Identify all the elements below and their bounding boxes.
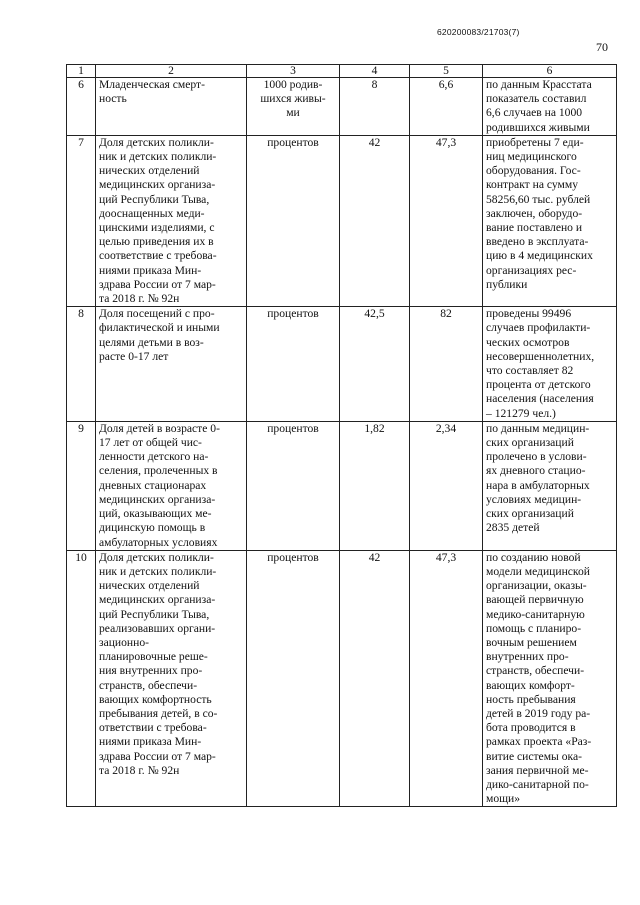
column-header-5: 5 — [410, 65, 483, 78]
indicator-name: Младенческая смерт- ность — [96, 78, 247, 136]
column-header-1: 1 — [67, 65, 96, 78]
unit: процентов — [247, 135, 340, 306]
column-header-3: 3 — [247, 65, 340, 78]
fact-value: 47,3 — [410, 135, 483, 306]
fact-value: 47,3 — [410, 550, 483, 807]
row-number: 7 — [67, 135, 96, 306]
fact-value: 82 — [410, 307, 483, 422]
note: по созданию новой модели медицинской организации, оказы- вающей первичную медико-санитарную помощь с планиро- вочным решением внутренних про- странств, обеспечи- вающих комфорт- ность пребывания детей в 2019 году ра- бота проводится в рамках проекта «Раз- витие системы ока- зания первичной ме- дико-санитарной по- мощи» — [483, 550, 617, 807]
unit: процентов — [247, 550, 340, 807]
table-row — [67, 307, 617, 422]
table-row — [67, 135, 617, 306]
document-code: 620200083/21703(7) — [437, 27, 520, 37]
indicator-name: Доля детских поликли- ник и детских поликли- нических отделений медицинских организа- ций Республики Тыва, дооснащенных меди- цинскими изделиями, с целью приведения их в соответствие с требова- ниями приказа Мин- здрава России от 7 мар- та 2018 г. № 92н — [96, 135, 247, 306]
plan-value: 1,82 — [340, 421, 410, 550]
table-row — [67, 550, 617, 807]
table-row — [67, 421, 617, 550]
indicator-name: Доля детей в возрасте 0- 17 лет от общей чис- ленности детского на- селения, пролеченных в дневных стационарах медицинских организа- ций, оказывающих ме- дицинскую помощь в амбулаторных условиях — [96, 421, 247, 550]
column-header-6: 6 — [483, 65, 617, 78]
column-header-4: 4 — [340, 65, 410, 78]
note: по данным Красстата показатель составил 6,6 случаев на 1000 родившихся живыми — [483, 78, 617, 136]
plan-value: 8 — [340, 78, 410, 136]
fact-value: 2,34 — [410, 421, 483, 550]
row-number: 10 — [67, 550, 96, 807]
note: по данным медицин- ских организаций пролечено в услови- ях дневного стацио- нара в амбулаторных условиях медицин- ских организаций 2835 детей — [483, 421, 617, 550]
indicators-table — [66, 64, 617, 807]
unit: процентов — [247, 307, 340, 422]
table-row — [67, 78, 617, 136]
unit: процентов — [247, 421, 340, 550]
row-number: 6 — [67, 78, 96, 136]
plan-value: 42 — [340, 550, 410, 807]
fact-value: 6,6 — [410, 78, 483, 136]
indicator-name: Доля детских поликли- ник и детских поликли- нических отделений медицинских организа- ций Республики Тыва, реализовавших органи- зационно- планировочные реше- ния внутренних про- странств, обеспечи- вающих комфортность пребывания детей, в со- ответствии с требова- ниями приказа Мин- здрава России от 7 мар- та 2018 г. № 92н — [96, 550, 247, 807]
row-number: 9 — [67, 421, 96, 550]
note: проведены 99496 случаев профилакти- ческих осмотров несовершеннолетних, что составляет 82 процента от детского населения (населения – 121279 чел.) — [483, 307, 617, 422]
row-number: 8 — [67, 307, 96, 422]
plan-value: 42,5 — [340, 307, 410, 422]
page-number: 70 — [596, 40, 608, 54]
plan-value: 42 — [340, 135, 410, 306]
indicator-name: Доля посещений с про- филактической и иными целями детьми в воз- расте 0-17 лет — [96, 307, 247, 422]
note: приобретены 7 еди- ниц медицинского оборудования. Гос- контракт на сумму 58256,60 тыс. рублей заключен, оборудо- вание поставлено и введено в эксплуата- цию в 4 медицинских организациях рес- публики — [483, 135, 617, 306]
unit: 1000 родив- шихся живы- ми — [247, 78, 340, 136]
table-header-row — [67, 65, 617, 78]
column-header-2: 2 — [96, 65, 247, 78]
